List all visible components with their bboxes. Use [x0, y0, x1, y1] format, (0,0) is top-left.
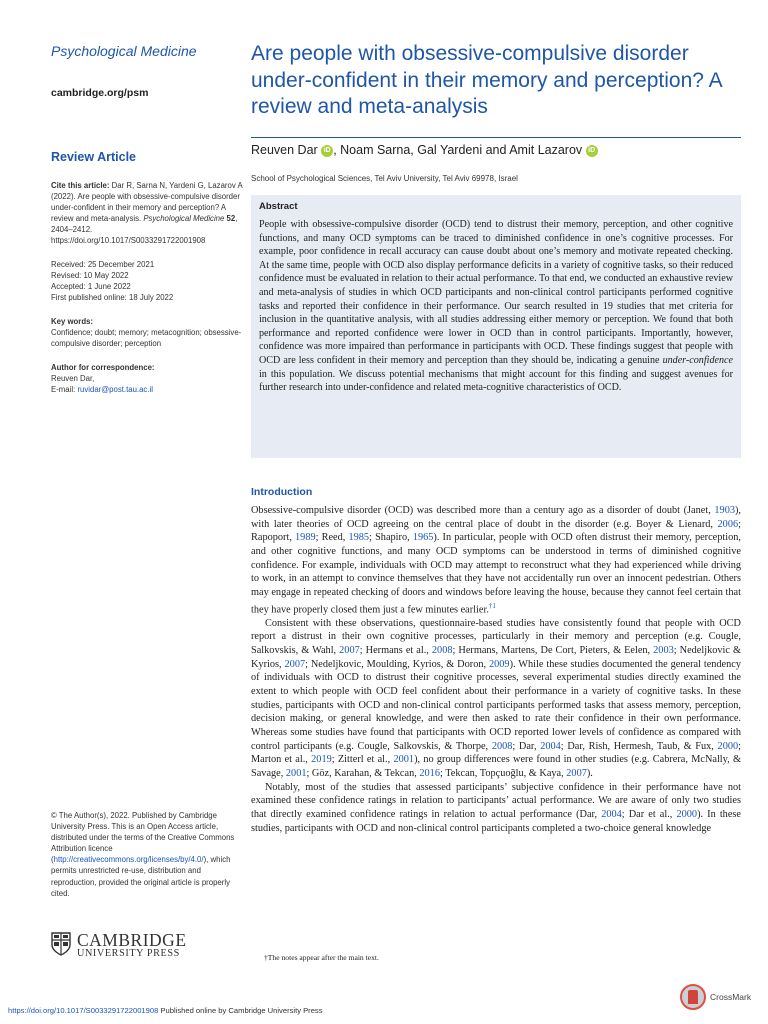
paragraph: [251, 617, 741, 781]
footer-doi-link[interactable]: https://doi.org/10.1017/S0033291722001908: [8, 1006, 159, 1015]
date-first-published: First published online: 18 July 2022: [51, 293, 174, 302]
reference-link[interactable]: 2016: [419, 767, 440, 779]
orcid-icon[interactable]: iD: [586, 145, 598, 157]
footnote-marker[interactable]: †1: [488, 601, 496, 610]
date-revised: Revised: 10 May 2022: [51, 271, 129, 280]
abstract-box: [251, 195, 741, 458]
crossmark-label: CrossMark: [710, 992, 752, 1002]
reference-link[interactable]: 2007: [566, 767, 587, 779]
affiliation: School of Psychological Sciences, Tel Aviv University, Tel Aviv 69978, Israel: [251, 174, 518, 183]
crossmark-badge[interactable]: [680, 984, 760, 1014]
reference-link[interactable]: 2001: [393, 754, 415, 766]
reference-link[interactable]: 2019: [311, 754, 332, 766]
abstract-heading: Abstract: [259, 201, 298, 212]
license-text: © The Author(s), 2022. Published by Cambridge University Press. This is an Open Access article, distributed under the terms of the Creative Commons Attribution licence (: [51, 811, 235, 865]
text-run: ), no group differences were found in other studies (e.g. Cabrera, McNally, & Savage,: [251, 754, 742, 779]
cite-volume: 52: [224, 214, 236, 223]
text-run: ; Dar et al.,: [621, 808, 677, 820]
text-run: ; Nedeljkovic, Moulding, Kyrios, & Doron,: [305, 658, 489, 670]
publisher-logo: [51, 930, 251, 964]
orcid-icon[interactable]: iD: [321, 145, 333, 157]
section-heading-introduction: Introduction: [251, 486, 313, 498]
article-dates: [51, 259, 243, 303]
shield-icon: [51, 932, 71, 956]
reference-link[interactable]: 1965: [412, 532, 434, 544]
reference-link[interactable]: 2007: [284, 658, 306, 670]
journal-site: cambridge.org/psm: [51, 87, 149, 99]
reference-link[interactable]: 2008: [491, 740, 513, 752]
email-link[interactable]: ruvidar@post.tau.ac.il: [77, 385, 153, 394]
keywords-list: Confidence; doubt; memory; metacognition; obsessive-compulsive disorder; perception: [51, 328, 242, 348]
reference-link[interactable]: 2009: [488, 658, 510, 670]
abstract-text-b: in this population. We discuss potential mechanisms that might account for this finding and suggest avenues for further research into under-confidence and related meta-cognitive characteristics of OCD.: [259, 368, 733, 394]
abstract-text: [259, 218, 733, 395]
reference-link[interactable]: 2007: [339, 644, 360, 656]
text-run: ; Nedeljkovic & Kyrios,: [251, 644, 741, 670]
reference-link[interactable]: 1985: [348, 532, 370, 544]
footer-doi: [8, 1006, 323, 1015]
author-first: Reuven Dar: [251, 143, 318, 157]
reference-link[interactable]: 2004: [540, 740, 561, 752]
text-run: Consistent with these observations, questionnaire-based studies have consistently found that people with OCD report a distrust in their own cognitive processes, particularly in their memory and perception (e.g. Cougle, Salkovskis, & Wahl,: [251, 617, 741, 656]
journal-name: Psychological Medicine: [51, 43, 197, 59]
text-run: ; Zitterl et al.,: [331, 754, 394, 766]
article-title: Are people with obsessive-compulsive disorder under-confident in their memory and perception? A review and meta-analysis: [251, 42, 722, 118]
text-run: ; Tekcan, Topçuoğlu, & Kaya,: [439, 767, 567, 779]
text-run: ; Hermans et al.,: [359, 644, 432, 656]
text-run: Obsessive-compulsive disorder (OCD) was described more than a century ago as a disorder of doubt (Janet,: [251, 505, 715, 516]
cite-label: Cite this article:: [51, 181, 110, 190]
abstract-text-a: People with obsessive-compulsive disorder (OCD) tend to distrust their memory, perception, and other cognitive functions, and many OCD symptoms can be traced to diminished confidence in one’s cognitive processes. For example, poor confidence in recall accuracy can cause doubt about one’s memory and motivate repeated checking. At the same time, people with OCD also display performance deficits in a variety of cognitive tasks, so their reduced confidence must be evaluated in relation to their actual performance. To that end, we conducted an exhaustive review and meta-analysis of studies in which OCD participants and non-clinical control participants performed cognitive tasks and reported their confidence in their performance. Our search resulted in 19 studies that met criteria for inclusion in the quantitative analysis, with all studies addressing either memory or perception. We found that both performance and reported confidence were lower in OCD than in control participants. Importantly, however, confidence was more impaired than performance in participants with OCD. These findings suggest that people with OCD are less confident in their memory and perception than they should be, indicating a genuine: [259, 219, 733, 366]
reference-link[interactable]: 1989: [295, 532, 316, 544]
reference-link[interactable]: 2006: [717, 518, 739, 530]
author-list: [251, 143, 598, 157]
correspondence-block: [51, 362, 243, 395]
text-run: ). While these studies documented the general tendency of individuals with OCD to distrust their cognitive processes, several experimental studies directly examined the extent to which people with OCD feel confident about their performance in a variety of cognitive tasks. In these studies, participants with OCD and non-clinical control participants performed tasks that assess memory, perception, decision making, or general knowledge, and were then asked to rate their confidence in their own performance. Whereas some studies have found that participants with OCD reported lower levels of confidence as compared with control participants (e.g. Cougle, Salkovskis, & Thorpe,: [251, 658, 741, 752]
footnote: †The notes appear after the main text.: [264, 953, 379, 962]
date-accepted: Accepted: 1 June 2022: [51, 282, 131, 291]
text-run: ; Reed,: [315, 532, 349, 544]
correspondence-name: Reuven Dar,: [51, 374, 95, 383]
reference-link[interactable]: 1903: [714, 505, 735, 516]
text-run: ; Rapoport,: [251, 518, 741, 544]
cite-text: Dar R, Sarna N, Yardeni G, Lazarov A (2022). Are people with obsessive-compulsive disorder under-confident in their memory and perception? A review and meta-analysis.: [51, 181, 243, 223]
email-label: E-mail:: [51, 385, 78, 394]
footer-published: Published online by Cambridge University Press: [158, 1006, 323, 1015]
text-run: ; Shapiro,: [369, 532, 413, 544]
reference-link[interactable]: 2003: [653, 644, 674, 656]
introduction-body: [251, 504, 741, 835]
paragraph: [251, 504, 741, 617]
crossmark-icon: [680, 984, 706, 1010]
correspondence-email-line: [51, 384, 243, 395]
reference-link[interactable]: 2008: [431, 644, 453, 656]
reference-link[interactable]: 2001: [285, 767, 307, 779]
text-run: Notably, most of the studies that assessed participants’ subjective confidence in their performance have not examined these confidence ratings in relation to participants’ actual performance. We are aware of only two studies that directly examined confidence ratings in relation to actual performance (Dar,: [251, 781, 741, 820]
publisher-sub: UNIVERSITY PRESS: [77, 948, 180, 959]
text-run: ).: [586, 767, 593, 779]
text-run: ; Göz, Karahan, & Tekcan,: [306, 767, 420, 779]
reference-link[interactable]: 2004: [601, 808, 622, 820]
license-notice: [51, 810, 243, 899]
paragraph: [251, 781, 741, 836]
abstract-emphasis: under-confidence: [662, 354, 733, 366]
keywords-label: Key words:: [51, 317, 94, 326]
author-rest: , Noam Sarna, Gal Yardeni and Amit Lazarov: [333, 143, 583, 157]
text-run: ; Dar,: [512, 740, 541, 752]
reference-link[interactable]: 2000: [717, 740, 739, 752]
date-received: Received: 25 December 2021: [51, 260, 155, 269]
text-run: ; Marton et al.,: [251, 740, 742, 766]
correspondence-label: Author for correspondence:: [51, 363, 155, 372]
text-run: ). In particular, people with OCD often distrust their memory, perception, and other cognitive functions, and many OCD symptoms can be understood in terms of diminished cognitive confidence. For example, individuals with OCD may attempt to reconstruct what they had experienced while driving to work, in an attempt to convince themselves that they have not accidentally run over an innocent pedestrian. Others may engage in repeated checking of doors and windows before leaving the house, because they cannot feel certain that they have properly closed them just a few minutes earlier.: [251, 532, 741, 616]
text-run: ). In these studies, participants with OCD and non-clinical control participants completed a two-choice general knowledge: [251, 808, 741, 834]
text-run: ; Dar, Rish, Hermesh, Taub, & Fux,: [560, 740, 718, 752]
title-divider: [251, 137, 741, 138]
article-type: Review Article: [51, 150, 136, 164]
text-run: ; Hermans, Martens, De Cort, Pieters, & Eelen,: [452, 644, 654, 656]
publisher-name: CAMBRIDGE: [77, 930, 187, 950]
keywords-block: [51, 316, 243, 349]
license-text-end: ), which permits unrestricted re-use, distribution and reproduction, provided the original article is properly cited.: [51, 855, 231, 898]
citation-block: [51, 180, 243, 246]
cite-text-end: , 2404–2412. https://doi.org/10.1017/S0033291722001908: [51, 214, 238, 245]
license-link[interactable]: http://creativecommons.org/licenses/by/4.0/: [53, 855, 204, 865]
text-run: ), with later theories of OCD agreeing on the central place of doubt in the disorder (e.g. Boyer & Lienard,: [251, 505, 741, 530]
reference-link[interactable]: 2000: [676, 808, 698, 820]
cite-journal: Psychological Medicine: [143, 214, 225, 223]
